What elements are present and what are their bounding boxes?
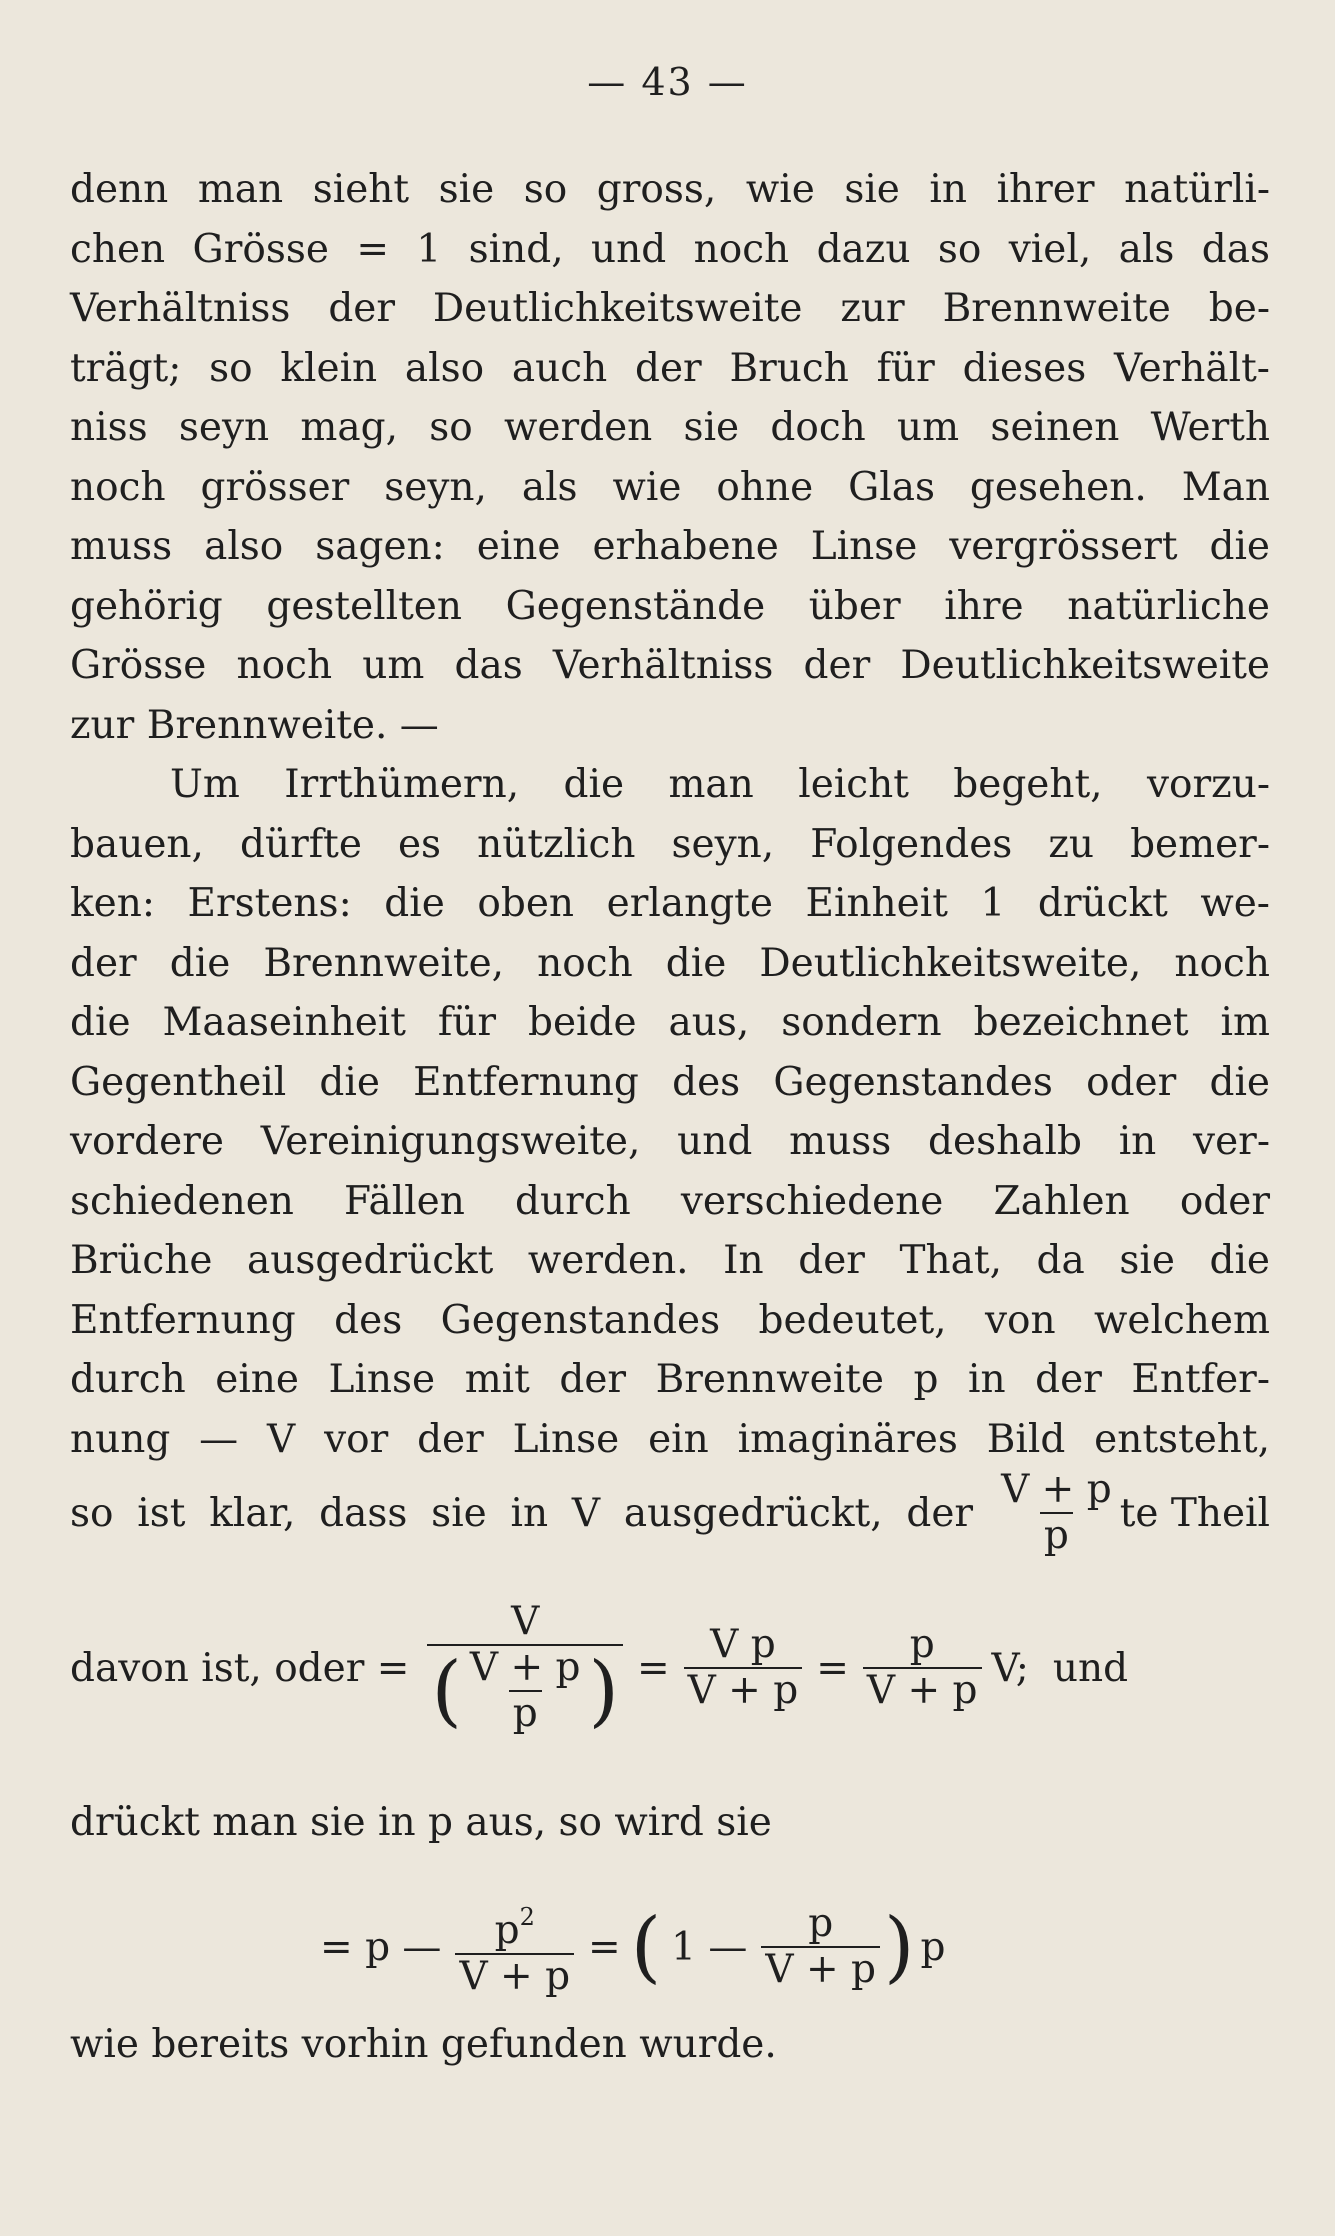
fraction-p-squared-over-v-plus-p — [455, 1895, 574, 1999]
text-line: trägt; so klein also auch der Bruch für dieses Verhält- — [70, 345, 1270, 391]
open-paren: ( — [630, 1902, 662, 1992]
text-line: ken: Erstens: die oben erlangte Einheit 1 drückt we- — [70, 881, 1270, 926]
fraction-numerator: V + p — [1001, 1467, 1112, 1512]
text-davon-ist: davon ist, oder = — [70, 1645, 410, 1691]
text-line: Verhältniss der Deutlichkeitsweite zur Brennweite be- — [70, 286, 1270, 331]
fraction-v-plus-p-over-p — [997, 1468, 1116, 1558]
fraction-denominator: V + p — [761, 1946, 880, 1992]
text-line: Um Irrthümern, die man leicht begeht, vorzu- — [170, 762, 1270, 807]
fraction-numerator: V + p — [469, 1645, 581, 1690]
text-line: muss also sagen: eine erhabene Linse vergrössert die — [70, 524, 1270, 569]
fraction-numerator: p — [909, 1622, 935, 1667]
equals-sign: = — [636, 1645, 670, 1691]
fraction-denominator: p — [1040, 1512, 1073, 1558]
inner-fraction — [466, 1646, 585, 1736]
line-so-ist-klar — [70, 1468, 1270, 1558]
text-line: Entfernung des Gegenstandes bedeutet, von welchem — [70, 1297, 1270, 1343]
text-line: Gegentheil die Entfernung des Gegenstandes oder die — [70, 1059, 1270, 1105]
text-line: Brüche ausgedrückt werden. In der That, da sie die — [70, 1238, 1270, 1283]
text-line: vordere Vereinigungsweite, und muss deshalb in ver- — [70, 1119, 1270, 1164]
fraction-vp-over-v-plus-p — [684, 1623, 803, 1713]
equation-tail: p — [920, 1924, 946, 1970]
fraction-denominator: V + p — [455, 1953, 574, 1999]
numerator-base: p — [494, 1908, 520, 1953]
page-number: — 43 — — [587, 60, 748, 104]
fraction-numerator — [491, 1895, 539, 1953]
text-line: gehörig gestellten Gegenstände über ihre natürliche — [70, 583, 1270, 629]
text-line: durch eine Linse mit der Brennweite p in der Entfer- — [70, 1357, 1270, 1402]
equation-in-p — [320, 1895, 945, 1999]
text-line: zur Brennweite. — — [70, 702, 439, 748]
fraction-numerator: V — [511, 1599, 540, 1644]
body-text — [70, 160, 1270, 1469]
fraction-numerator: V p — [710, 1622, 776, 1667]
text-line: bauen, dürfte es nützlich seyn, Folgendes zu bemer- — [70, 821, 1270, 867]
text-line: noch grösser seyn, als wie ohne Glas gesehen. Man — [70, 464, 1270, 510]
text-line: denn man sieht sie so gross, wie sie in ihrer natürli- — [70, 167, 1270, 212]
text-line: die Maaseinheit für beide aus, sondern bezeichnet im — [70, 1000, 1270, 1045]
text-line: wie bereits vorhin gefunden wurde. — [70, 2022, 777, 2067]
equals-sign: = — [588, 1924, 621, 1970]
close-paren: ) — [588, 1646, 619, 1736]
text-und: und — [1052, 1645, 1129, 1691]
open-paren: ( — [431, 1646, 462, 1736]
text-line: so ist klar, dass sie in V ausgedrückt, der — [70, 1490, 974, 1536]
one-minus: 1 — — [671, 1924, 748, 1970]
close-paren: ) — [884, 1902, 915, 1992]
equation-tail: V; — [991, 1645, 1029, 1691]
text-line: drückt man sie in p aus, so wird sie — [70, 1800, 772, 1845]
compound-fraction — [427, 1600, 622, 1736]
equals-sign: = — [816, 1645, 849, 1691]
text-line: nung — V vor der Linse ein imaginäres Bild entsteht, — [70, 1416, 1270, 1462]
exponent: 2 — [519, 1903, 535, 1931]
text-line: schiedenen Fällen durch verschiedene Zahlen oder — [70, 1178, 1270, 1224]
equation-lead: = p — — [320, 1924, 442, 1970]
fraction-denominator: V + p — [684, 1667, 803, 1713]
text-line: der die Brennweite, noch die Deutlichkeitsweite, noch — [70, 940, 1270, 986]
text-te-theil: te Theil — [1119, 1490, 1270, 1536]
fraction-denominator — [427, 1644, 622, 1736]
fraction-numerator: p — [808, 1901, 834, 1946]
text-line: niss seyn mag, so werden sie doch um seinen Werth — [70, 405, 1270, 450]
text-line: Grösse noch um das Verhältniss der Deutlichkeitsweite — [70, 643, 1270, 688]
text-line: chen Grösse = 1 sind, und noch dazu so viel, als das — [70, 226, 1270, 272]
fraction-denominator: p — [509, 1690, 542, 1736]
fraction-denominator: V + p — [863, 1667, 982, 1713]
equation-davon — [70, 1600, 1270, 1736]
fraction-p-over-v-plus-p — [863, 1623, 982, 1713]
fraction-p-over-v-plus-p — [761, 1902, 880, 1992]
